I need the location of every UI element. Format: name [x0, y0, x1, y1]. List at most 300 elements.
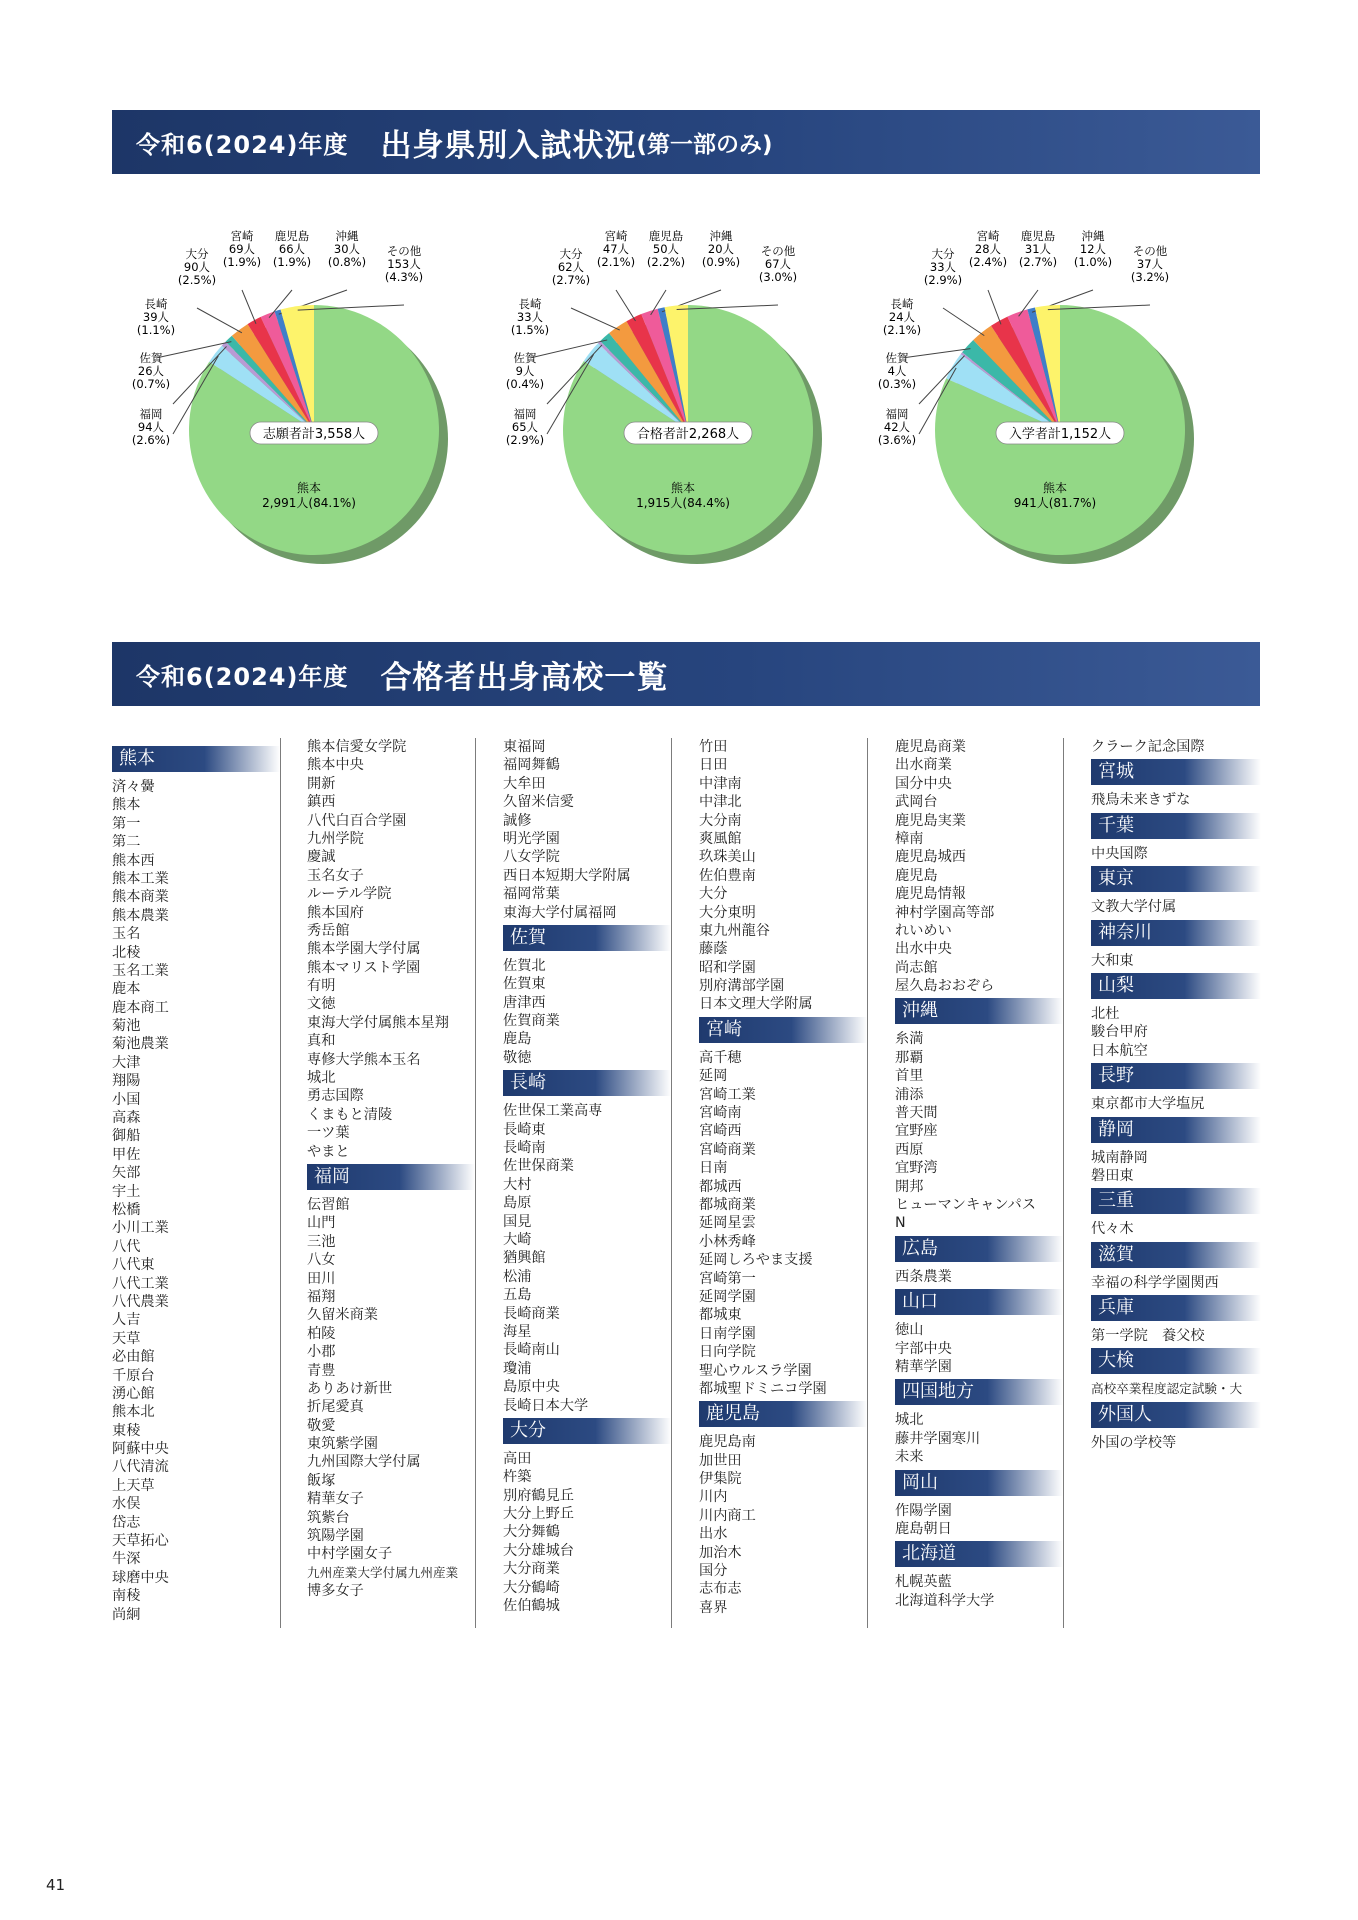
slice-value-label: 42人 [883, 420, 911, 434]
slice-label: 大分 [931, 247, 955, 261]
slice-value-label: (3.0%) [758, 270, 798, 284]
slice-label: 長崎 [518, 297, 542, 311]
school-name: 島原 [503, 1195, 532, 1212]
school-name: 海星 [503, 1323, 532, 1340]
school-name: 大津 [112, 1054, 141, 1071]
school-name: 精華女子 [307, 1491, 364, 1508]
school-name: 高森 [112, 1110, 141, 1127]
school-column [699, 738, 868, 1628]
school-name: 筑陽学園 [307, 1528, 364, 1545]
school-name: 球磨中央 [112, 1569, 169, 1586]
school-name: 松橋 [112, 1201, 141, 1218]
slice-value-label: 153人 [387, 257, 421, 271]
school-name: 長崎日本大学 [503, 1397, 589, 1414]
school-name: 鎮西 [307, 794, 336, 811]
school-name: 昭和学園 [699, 959, 756, 976]
slice-value-label: 941人(81.7%) [1013, 496, 1097, 510]
school-name: 高校卒業程度認定試験・大 [1091, 1381, 1243, 1397]
school-name: 佐世保工業高専 [503, 1103, 603, 1120]
school-name: 大村 [503, 1176, 532, 1193]
school-name: 東稜 [112, 1422, 141, 1439]
slice-label: 佐賀 [513, 351, 537, 365]
school-name: 樟南 [895, 830, 924, 847]
school-name: 高田 [503, 1450, 532, 1467]
slice-label: 熊本 [1042, 481, 1068, 495]
school-name: 第一学院 養父校 [1091, 1328, 1205, 1345]
slice-value-label: 31人 [1024, 242, 1052, 256]
school-name: 岱志 [112, 1514, 141, 1531]
school-name: 九州産業大学付属九州産業 [307, 1564, 459, 1580]
slice-value-label: 94人 [137, 420, 165, 434]
school-name: 延岡星雲 [699, 1215, 756, 1232]
slice-value-label: (0.4%) [505, 377, 545, 391]
prefecture-header: 神奈川 [1091, 920, 1261, 946]
school-name: 玖珠美山 [699, 849, 756, 866]
slice-value-label: (1.9%) [272, 255, 312, 269]
slice-value-label: 2,991人(84.1%) [262, 496, 356, 510]
school-name: 小郡 [307, 1344, 336, 1361]
school-name: 御船 [112, 1128, 141, 1145]
school-name: 西原 [895, 1141, 924, 1158]
school-name: 文教大学付属 [1091, 899, 1177, 916]
slice-label: 沖縄 [1081, 230, 1105, 243]
school-name: 鹿児島 [895, 867, 938, 884]
slice-value-label: (2.4%) [968, 255, 1008, 269]
school-name: 大分東明 [699, 904, 756, 921]
school-name: 延岡 [699, 1068, 728, 1085]
school-name: 川内 [699, 1489, 728, 1506]
school-name: 牛深 [112, 1551, 141, 1568]
school-name: 八代農業 [112, 1293, 169, 1310]
slice-value-label: (1.0%) [1073, 255, 1113, 269]
school-name: 竹田 [699, 739, 728, 755]
slice-value-label: (0.9%) [701, 255, 741, 269]
school-name: 精華学園 [895, 1358, 952, 1375]
school-name: ありあけ新世 [307, 1380, 393, 1397]
slice-value-label: (2.2%) [646, 255, 686, 269]
school-name: 福翔 [307, 1288, 336, 1305]
school-name: 鹿児島城西 [895, 849, 966, 866]
school-name: 上天草 [112, 1477, 155, 1494]
slice-label: 宮崎 [604, 230, 628, 243]
school-name: 城北 [307, 1070, 336, 1087]
slice-value-label: 33人 [516, 310, 544, 324]
slice-label: 熊本 [670, 481, 696, 495]
school-name: 宮崎商業 [699, 1141, 756, 1158]
school-name: 都城聖ドミニコ学園 [699, 1380, 827, 1397]
school-name: 文徳 [307, 996, 336, 1013]
school-name: 宮崎南 [699, 1105, 742, 1122]
school-name: 福岡舞鶴 [503, 757, 560, 774]
school-name: 普天間 [895, 1105, 938, 1122]
school-name: 南稜 [112, 1588, 141, 1605]
slice-value-label: 62人 [557, 260, 585, 274]
slice-value-label: 26人 [137, 364, 165, 378]
school-name: 別府溝部学園 [699, 978, 785, 995]
prefecture-header: 滋賀 [1091, 1242, 1261, 1268]
school-name: 有明 [307, 978, 336, 995]
slice-value-label: 9人 [515, 364, 535, 378]
school-name: 国見 [503, 1213, 532, 1230]
school-name: 島原中央 [503, 1379, 560, 1396]
pie-chart [878, 230, 1194, 564]
school-name: 大牟田 [503, 775, 546, 792]
school-name: 熊本 [112, 797, 141, 814]
school-name: 東福岡 [503, 739, 546, 755]
school-name: 八代 [112, 1238, 141, 1255]
page-number: 41 [46, 1876, 66, 1894]
school-name: 国分 [699, 1563, 728, 1580]
school-name: 松浦 [503, 1268, 532, 1285]
school-name: 熊本西 [112, 852, 155, 869]
leader-line [571, 308, 620, 330]
school-name: 鹿島 [503, 1031, 532, 1048]
school-name: 鹿本 [112, 981, 141, 998]
school-name: 久留米商業 [307, 1307, 378, 1324]
school-name: 猶興館 [503, 1250, 546, 1267]
school-name: 一ツ葉 [307, 1125, 350, 1142]
school-column [895, 738, 1064, 1628]
school-name: 糸満 [895, 1031, 924, 1048]
school-name: 宜野湾 [895, 1160, 938, 1177]
school-name: 東筑紫学園 [307, 1436, 378, 1453]
school-name: 藤蔭 [699, 941, 728, 958]
slice-label: 長崎 [890, 297, 914, 311]
school-name: 日向学院 [699, 1344, 756, 1361]
school-name: 八代白百合学園 [307, 812, 407, 829]
slice-value-label: 30人 [333, 242, 361, 256]
school-name: 敬愛 [307, 1417, 336, 1434]
school-name: 作陽学園 [895, 1502, 952, 1519]
slice-value-label: 37人 [1136, 257, 1164, 271]
slice-label: 沖縄 [709, 230, 733, 243]
school-name: 徳山 [895, 1322, 924, 1339]
school-name: 札幌英藍 [895, 1574, 952, 1591]
slice-label: 宮崎 [976, 230, 1000, 243]
school-name: やまと [307, 1143, 350, 1160]
slice-label: 大分 [559, 247, 583, 261]
slice-label: 鹿児島 [1020, 230, 1056, 243]
school-name: 未来 [895, 1449, 924, 1466]
school-name: 鹿島朝日 [895, 1520, 952, 1537]
slice-value-label: 67人 [764, 257, 792, 271]
school-name: 久留米信愛 [503, 794, 574, 811]
school-name: 天草拓心 [112, 1533, 169, 1550]
school-name: 真和 [307, 1033, 336, 1050]
school-name: 外国の学校等 [1091, 1434, 1177, 1451]
school-name: 熊本農業 [112, 907, 169, 924]
slice-value-label: (2.9%) [505, 433, 545, 447]
prefecture-header: 四国地方 [895, 1379, 1063, 1405]
school-name: 大崎 [503, 1231, 532, 1248]
school-name: 八代工業 [112, 1275, 169, 1292]
school-name: 柏陵 [307, 1325, 336, 1342]
prefecture-header: 静岡 [1091, 1117, 1261, 1143]
school-name: 中村学園女子 [307, 1546, 393, 1563]
prefecture-header: 山口 [895, 1289, 1063, 1315]
school-name: 大分商業 [503, 1561, 560, 1578]
prefecture-header: 千葉 [1091, 813, 1261, 839]
prefecture-header: 長崎 [503, 1070, 671, 1096]
slice-value-label: (4.3%) [384, 270, 424, 284]
school-name: 飯塚 [307, 1472, 336, 1489]
school-name: 誠修 [503, 812, 532, 829]
school-name: 日南 [699, 1160, 728, 1177]
school-name: 湧心館 [112, 1385, 155, 1402]
school-name: 矢部 [112, 1165, 141, 1182]
school-name: 日本航空 [1091, 1042, 1148, 1059]
school-name: 爽風館 [699, 830, 742, 847]
prefecture-header: 三重 [1091, 1188, 1261, 1214]
pie-chart [132, 230, 448, 564]
school-name: 中央国際 [1091, 845, 1148, 862]
school-name: 出水商業 [895, 757, 952, 774]
banner-subtitle: (第一部のみ) [636, 131, 773, 158]
prefecture-header: 兵庫 [1091, 1295, 1261, 1321]
school-name: 鹿児島南 [699, 1434, 756, 1451]
slice-value-label: 69人 [228, 242, 256, 256]
school-name: 鹿児島情報 [895, 886, 966, 903]
prefecture-header: 外国人 [1091, 1402, 1261, 1428]
leader-line [197, 308, 242, 333]
slice-label: 長崎 [144, 297, 168, 311]
school-name: 都城商業 [699, 1196, 756, 1213]
slice-value-label: 66人 [278, 242, 306, 256]
school-name: 佐伯鶴城 [503, 1598, 560, 1615]
school-name: 九州国際大学付属 [307, 1454, 421, 1471]
school-name: 首里 [895, 1068, 924, 1085]
banner-school-list [112, 642, 1260, 706]
school-column [1091, 738, 1261, 1628]
school-name: 佐世保商業 [503, 1158, 574, 1175]
school-name: 都城東 [699, 1307, 742, 1324]
school-name: 北稜 [112, 944, 141, 961]
school-name: クラーク記念国際 [1091, 739, 1205, 755]
school-name: 飛鳥未来きずな [1091, 792, 1191, 809]
slice-label: 鹿児島 [274, 230, 310, 243]
school-name: 中津南 [699, 775, 742, 792]
school-name: 玉名 [112, 926, 141, 943]
school-name: 大分 [699, 886, 728, 903]
school-name: 大和東 [1091, 952, 1134, 969]
school-name: 専修大学熊本玉名 [307, 1051, 421, 1068]
school-name: 佐伯豊南 [699, 867, 756, 884]
school-name: 甲佐 [112, 1146, 141, 1163]
school-name: 玉名女子 [307, 867, 364, 884]
school-name: 出水中央 [895, 941, 952, 958]
school-name: 尚志館 [895, 959, 938, 976]
school-column [503, 738, 672, 1628]
school-name: 大分上野丘 [503, 1506, 574, 1523]
school-name: 日南学園 [699, 1325, 756, 1342]
school-name: 東京都市大学塩尻 [1091, 1096, 1205, 1113]
school-name: 神村学園高等部 [895, 904, 995, 921]
slice-label: 福岡 [513, 407, 537, 421]
school-name: 八女 [307, 1252, 336, 1269]
school-name: 第二 [112, 834, 141, 851]
school-name: 鹿本商工 [112, 999, 169, 1016]
slice-value-label: (1.5%) [510, 323, 550, 337]
school-name: 勇志国際 [307, 1088, 364, 1105]
school-name: 敬徳 [503, 1049, 532, 1066]
school-name: 水俣 [112, 1496, 141, 1513]
slice-value-label: (3.2%) [1130, 270, 1170, 284]
slice-label: 鹿児島 [648, 230, 684, 243]
prefecture-header: 広島 [895, 1236, 1063, 1262]
slice-value-label: (2.9%) [923, 273, 963, 287]
school-name: 大分鶴崎 [503, 1579, 560, 1596]
slice-value-label: 39人 [142, 310, 170, 324]
slice-label: 大分 [185, 247, 209, 261]
school-name: 佐賀商業 [503, 1013, 560, 1030]
school-name: 必由館 [112, 1349, 155, 1366]
slice-value-label: (0.8%) [327, 255, 367, 269]
school-name: 唐津西 [503, 994, 546, 1011]
slice-label: その他 [386, 244, 422, 258]
school-column [307, 738, 476, 1628]
school-name: 折尾愛真 [307, 1399, 364, 1416]
slice-label: 福岡 [139, 407, 163, 421]
school-name: 加世田 [699, 1452, 742, 1469]
school-name: 城南静岡 [1091, 1149, 1148, 1166]
school-name: ヒューマンキャンパス [895, 1196, 1036, 1213]
school-name: 長崎東 [503, 1121, 546, 1138]
school-name: 屋久島おおぞら [895, 978, 995, 995]
banner-year: 令和6(2024)年度 [136, 662, 349, 691]
school-name: 人吉 [112, 1312, 141, 1329]
school-name: 開新 [307, 775, 336, 792]
school-name: 博多女子 [307, 1583, 364, 1600]
school-name: 宇土 [112, 1183, 141, 1200]
school-name: 八代東 [112, 1257, 155, 1274]
prefecture-header: 佐賀 [503, 925, 671, 951]
school-name: 青豊 [307, 1362, 336, 1379]
school-name: 済々黌 [112, 779, 155, 795]
slice-value-label: (0.3%) [877, 377, 917, 391]
school-name: 田川 [307, 1270, 336, 1287]
school-name: 小国 [112, 1091, 141, 1108]
school-name: 中津北 [699, 794, 742, 811]
leader-line [616, 290, 636, 321]
school-name: 熊本信愛女学院 [307, 739, 407, 755]
slice-value-label: (1.1%) [136, 323, 176, 337]
school-name: 浦添 [895, 1086, 924, 1103]
prefecture-header: 北海道 [895, 1541, 1063, 1567]
prefecture-header: 熊本 [112, 746, 280, 772]
slice-value-label: (2.5%) [177, 273, 217, 287]
slice-label: 佐賀 [139, 351, 163, 365]
slice-value-label: 50人 [652, 242, 680, 256]
school-name: 加治木 [699, 1544, 742, 1561]
prefecture-header: 山梨 [1091, 973, 1261, 999]
school-name: 天草 [112, 1330, 141, 1347]
school-name: 藤井学園寒川 [895, 1430, 981, 1447]
school-name: 瓊浦 [503, 1360, 532, 1377]
school-name: 延岡しろやま支援 [699, 1252, 813, 1269]
school-name: 伊集院 [699, 1471, 742, 1488]
slice-value-label: 47人 [602, 242, 630, 256]
chart-title: 志願者計3,558人 [262, 427, 366, 442]
prefecture-header: 宮城 [1091, 759, 1261, 785]
prefecture-header: 長野 [1091, 1063, 1261, 1089]
school-name: 国分中央 [895, 775, 952, 792]
slice-value-label: 24人 [888, 310, 916, 324]
slice-value-label: (2.7%) [551, 273, 591, 287]
slice-value-label: (2.1%) [882, 323, 922, 337]
slice-value-label: 12人 [1079, 242, 1107, 256]
school-name: 駿台甲府 [1091, 1024, 1148, 1041]
banner-admission-status [112, 110, 1260, 174]
school-name: 佐賀東 [503, 976, 546, 993]
school-name: 那覇 [895, 1049, 924, 1066]
school-name: 第一 [112, 815, 141, 832]
school-name: 熊本学園大学付属 [307, 941, 421, 958]
school-name: 鹿児島商業 [895, 739, 966, 755]
slice-label: 沖縄 [335, 230, 359, 243]
slice-label: 佐賀 [885, 351, 909, 365]
school-name: 福岡常葉 [503, 886, 560, 903]
school-name: 千原台 [112, 1367, 155, 1384]
prefecture-header: 宮崎 [699, 1017, 867, 1043]
school-name: 西条農業 [895, 1268, 952, 1285]
school-name: 高千穂 [699, 1049, 742, 1066]
school-name: 小川工業 [112, 1220, 169, 1237]
slice-value-label: (0.7%) [131, 377, 171, 391]
school-name: 宮崎西 [699, 1123, 742, 1140]
slice-value-label: 20人 [707, 242, 735, 256]
pie-chart [506, 230, 822, 564]
school-name: 東海大学付属熊本星翔 [307, 1014, 449, 1031]
slice-label: 熊本 [296, 481, 322, 495]
school-name: 城北 [895, 1412, 924, 1429]
slice-value-label: (2.7%) [1018, 255, 1058, 269]
school-name: 東九州龍谷 [699, 922, 770, 939]
school-name: 玉名工業 [112, 962, 169, 979]
school-name: 伝習館 [307, 1196, 350, 1213]
school-name: N [895, 1215, 906, 1232]
school-name: 大分雄城台 [503, 1542, 574, 1559]
school-name: 小林秀峰 [699, 1233, 756, 1250]
school-name: 大分南 [699, 812, 742, 829]
school-name: 延岡学園 [699, 1288, 756, 1305]
slice-value-label: 28人 [974, 242, 1002, 256]
pie-charts [112, 230, 1260, 570]
banner-title: 合格者出身高校一覧 [380, 659, 669, 696]
school-name: 熊本北 [112, 1404, 155, 1421]
school-name: 熊本中央 [307, 757, 364, 774]
school-name: くまもと清陵 [307, 1106, 393, 1123]
school-name: 秀岳館 [307, 922, 350, 939]
prefecture-header: 沖縄 [895, 998, 1063, 1024]
slice-label: その他 [760, 244, 796, 258]
slice-label: その他 [1132, 244, 1168, 258]
school-name: 日田 [699, 757, 728, 774]
slice-label: 福岡 [885, 407, 909, 421]
slice-value-label: (2.6%) [131, 433, 171, 447]
school-name: 磐田東 [1091, 1167, 1134, 1184]
school-name: 尚絅 [112, 1606, 141, 1623]
banner-year: 令和6(2024)年度 [136, 130, 349, 159]
school-name: 明光学園 [503, 830, 560, 847]
school-name: 八女学院 [503, 849, 560, 866]
school-name: 宇部中央 [895, 1340, 952, 1357]
school-name: 八代清流 [112, 1459, 169, 1476]
prefecture-header: 福岡 [307, 1164, 475, 1190]
school-name: 北杜 [1091, 1005, 1120, 1022]
school-name: 鹿児島実業 [895, 812, 966, 829]
chart-title: 合格者計2,268人 [636, 427, 740, 442]
prefecture-header: 岡山 [895, 1470, 1063, 1496]
